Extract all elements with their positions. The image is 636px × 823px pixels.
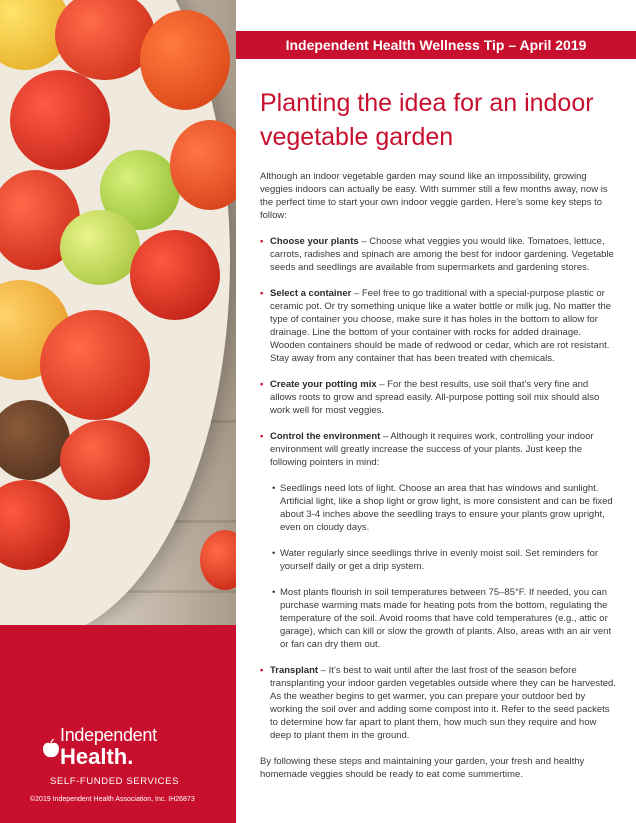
list-item [260, 430, 616, 651]
logo-name-line1: Independent [60, 725, 157, 745]
step-title: Transplant [270, 665, 319, 676]
article-title: Planting the idea for an indoor vegetable garden [260, 89, 594, 151]
banner-text: Independent Health Wellness Tip – April 2019 [285, 37, 587, 53]
step-body: – Although it requires work, controlling your indoor environment will greatly increase the success of your plants. Just keep the following pointers in mind: [270, 431, 594, 468]
logo-name-line2: Health. [60, 744, 134, 769]
pointer-item: • Seedlings need lots of light. Choose an area that has windows and sunlight. Artificial light, like a shop light or grow light, is more consistent and can be fixed about 3-4 inches above the seedling trays to ensure your plants grow upright, even on cloudy days. [270, 482, 616, 534]
step-body: – For the best results, use soil that’s very fine and allows roots to grow and spread easily. All-purpose potting soil mix should also work well for most veggies. [270, 379, 600, 416]
apple-icon [42, 739, 60, 759]
list-item [260, 664, 616, 742]
pointer-item: • Water regularly since seedlings thrive in evenly moist soil. Set reminders for yourself daily or get a drip system. [270, 547, 616, 573]
list-item [260, 378, 616, 417]
steps-list [260, 235, 616, 742]
brand-panel [0, 625, 236, 823]
tomatoes-photo [0, 0, 236, 625]
step-body: – Feel free to go traditional with a special-purpose plastic or ceramic pot. Or try something unique like a water bottle or milk jug. No matter the type of container you choose, make sure it has holes in the bottom to allow for drainage. Line the bottom of your container with rocks for added drainage. Wooden containers should be made of redwood or cedar, which are rot resistant. Stay away from any container that has been treated with chemicals. [270, 288, 612, 364]
logo-tagline: SELF-FUNDED SERVICES [50, 776, 180, 787]
header-banner [236, 31, 636, 59]
environment-pointers-list [270, 482, 616, 651]
step-body: – Choose what veggies you would like. Tomatoes, lettuce, carrots, radishes and spinach are among the best for indoor gardening. Vegetable seeds and seedlings are available from supermarkets and gardening stores. [270, 236, 614, 273]
copyright-text: ©2019 Independent Health Association, Inc. IH26873 [30, 796, 195, 803]
list-item [260, 235, 616, 274]
step-title: Control the environment [270, 431, 381, 442]
independent-health-logo [42, 725, 202, 787]
pointer-item: • Most plants flourish in soil temperatures between 75–85°F. If needed, you can purchase warming mats made for heating pots from the bottom, regulating the temperature of the soil. Avoid rooms that have cold temperatures (e.g., attic or garage), which can kill or slow the growth of plants. Also, areas with an air vent or fan can dry them out. [270, 586, 616, 651]
step-title: Create your potting mix [270, 379, 377, 390]
step-title: Select a container [270, 288, 352, 299]
step-body: – It’s best to wait until after the last frost of the season before transplanting your indoor garden vegetables outside where they can be harvested. As the weather begins to get warmer, you can prepare your outdoor bed by working the soil over and adding some compost into it. Refer to the seed packets to determine how far apart to plant them, how much sun they require and how deep to plant them in the ground. [270, 665, 616, 741]
step-title: Choose your plants [270, 236, 359, 247]
closing-paragraph: By following these steps and maintaining your garden, your fresh and healthy homemade veggies should be ready to eat come summertime. [260, 756, 585, 780]
article [260, 86, 616, 781]
intro-paragraph: Although an indoor vegetable garden may sound like an impossibility, growing veggies indoors can actually be easy. With summer still a few months away, now is the perfect time to start your own indoor veggie garden. Here’s some key steps to follow: [260, 171, 608, 221]
list-item [260, 287, 616, 365]
